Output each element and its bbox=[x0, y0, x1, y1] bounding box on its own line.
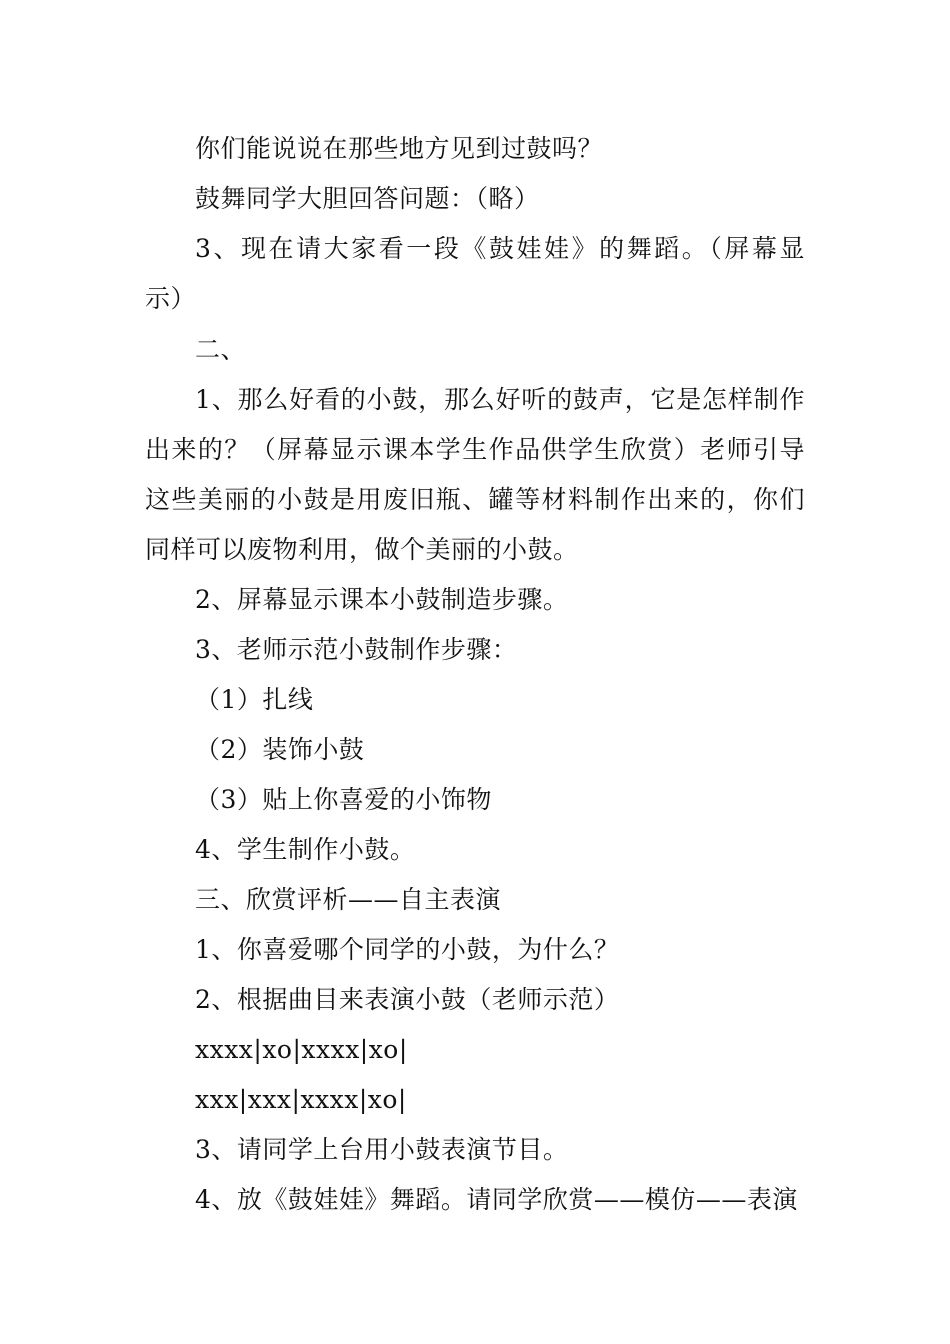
paragraph-watch-dance: 3、现在请大家看一段《鼓娃娃》的舞蹈。（屏幕显 bbox=[195, 234, 805, 263]
paragraph-question-where-drums: 你们能说说在那些地方见到过鼓吗？ bbox=[195, 134, 604, 163]
step-item-1: （1）扎线 bbox=[195, 685, 314, 714]
paragraph-steps-display: 2、屏幕显示课本小鼓制造步骤。 bbox=[195, 585, 569, 614]
rhythm-line-1: xxxx|xo|xxxx|xo| bbox=[195, 1035, 408, 1064]
paragraph-favorite-drum: 1、你喜爱哪个同学的小鼓，为什么？ bbox=[195, 935, 620, 964]
paragraph-how-made-cont3: 同样可以废物利用，做个美丽的小鼓。 bbox=[145, 535, 579, 564]
paragraph-how-made: 1、那么好看的小鼓，那么好听的鼓声，它是怎样制作 bbox=[195, 385, 805, 414]
section-heading-two: 二、 bbox=[195, 335, 247, 364]
paragraph-encourage-answer: 鼓舞同学大胆回答问题：（略） bbox=[195, 184, 540, 213]
paragraph-perform-by-tune: 2、根据曲目来表演小鼓（老师示范） bbox=[195, 985, 620, 1014]
step-item-2: （2）装饰小鼓 bbox=[195, 735, 365, 764]
step-item-3: （3）贴上你喜爱的小饰物 bbox=[195, 785, 492, 814]
paragraph-watch-dance-cont: 示） bbox=[145, 284, 197, 313]
paragraph-how-made-cont2: 这些美丽的小鼓是用废旧瓶、罐等材料制作出来的，你们 bbox=[145, 485, 805, 514]
section-heading-three: 三、欣赏评析——自主表演 bbox=[195, 885, 502, 914]
rhythm-line-2: xxx|xxx|xxxx|xo| bbox=[195, 1085, 407, 1114]
paragraph-stage-performance: 3、请同学上台用小鼓表演节目。 bbox=[195, 1135, 569, 1164]
paragraph-how-made-cont1: 出来的？（屏幕显示课本学生作品供学生欣赏）老师引导 bbox=[145, 435, 805, 464]
paragraph-teacher-demo: 3、老师示范小鼓制作步骤： bbox=[195, 635, 518, 664]
paragraph-dance-imitate: 4、放《鼓娃娃》舞蹈。请同学欣赏——模仿——表演 bbox=[195, 1185, 798, 1214]
paragraph-students-make: 4、学生制作小鼓。 bbox=[195, 835, 416, 864]
